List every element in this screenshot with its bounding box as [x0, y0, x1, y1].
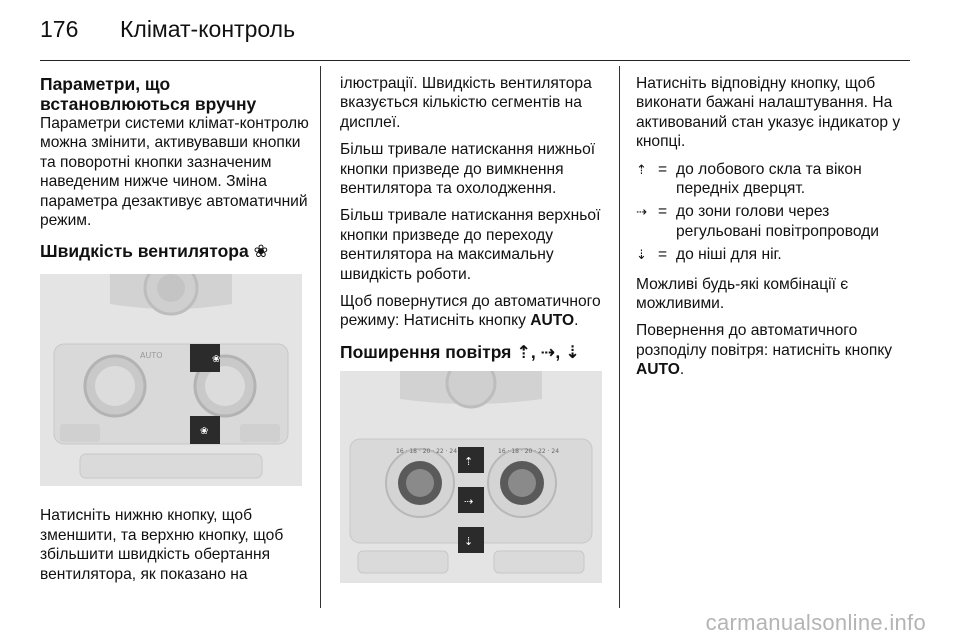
- distribution-controls-illustration: [340, 371, 602, 583]
- long-press-lower-paragraph: Більш тривале натискання нижньої кнопки призведе до вимкнення вентилятора та охолодження.: [340, 141, 596, 198]
- return-auto-paragraph: [340, 292, 610, 331]
- airflow-feet-icon: ⇣: [565, 341, 580, 362]
- air-distribution-heading-text: Поширення повітря: [340, 341, 512, 362]
- fig1-auto-label: AUTO: [140, 351, 163, 361]
- airflow-head-icon: ⇢: [540, 341, 556, 362]
- fan-speed-heading-text: Швидкість вентилятора: [40, 241, 249, 262]
- legend-text-head: до зони голови через регульовані повітропроводи: [676, 203, 879, 240]
- svg-text:⇡: ⇡: [464, 454, 474, 468]
- page-number: 176: [40, 16, 79, 42]
- combinations-paragraph: Можливі будь-які комбінації є можливими.: [636, 275, 849, 313]
- fan-indicator-paragraph: ілюстрації. Швидкість вентилятора вказується кількістю сегментів на дисплеї.: [340, 75, 592, 131]
- legend-row-head: [636, 202, 906, 241]
- figure-fan-controls: [40, 274, 302, 486]
- return-auto-distribution-paragraph: [636, 321, 906, 379]
- svg-text:⇣: ⇣: [464, 534, 474, 548]
- legend-equals: =: [658, 160, 668, 178]
- figure-distribution-controls: [340, 371, 602, 583]
- column-divider-2: [619, 66, 620, 608]
- legend-text-windscreen: до лобового скла та вікон передніх дверцят.: [676, 160, 862, 198]
- legend-row-windscreen: [636, 160, 906, 199]
- auto-button-label: AUTO: [636, 361, 680, 379]
- return-auto-distribution-text: Повернення до автоматичного розподілу повітря: натисніть кнопку: [636, 322, 893, 359]
- fan-controls-illustration: [40, 274, 302, 486]
- return-auto-distribution-period: .: [679, 361, 685, 379]
- svg-text:⇢: ⇢: [464, 494, 474, 508]
- page-header: [40, 16, 920, 46]
- svg-text:❀: ❀: [200, 426, 209, 438]
- fan-speed-heading: [40, 240, 310, 262]
- legend-text-feet: до ніші для ніг.: [676, 246, 782, 264]
- svg-text:❀: ❀: [212, 354, 221, 366]
- return-auto-text: Щоб повернутися до автоматичного режиму: Натисніть кнопку: [340, 293, 601, 330]
- left-column: [40, 74, 310, 592]
- fig2-dial-right-scale: 16 · 18 · 20 · 22 · 24: [498, 447, 560, 455]
- airflow-head-icon: ⇢: [636, 204, 647, 220]
- air-distribution-heading: Поширення повітря ⇡, ⇢, ⇣: [340, 341, 580, 362]
- right-column: [636, 74, 906, 388]
- header-rule: [40, 60, 910, 61]
- return-auto-period: .: [574, 312, 579, 330]
- select-button-paragraph: Натисніть відповідну кнопку, щоб виконати бажані налаштування. На активований стан указує індикатор у кнопці.: [636, 75, 901, 151]
- legend-equals: =: [658, 203, 668, 221]
- intro-paragraph: Параметри системи клімат-контролю можна змінити, активувавши кнопки та поворотні кнопки зазначеним наведеним нижче чином. Зміна параметра дезактивує автоматичний режим.: [40, 115, 309, 230]
- fan-icon: ❀: [253, 241, 269, 262]
- airflow-up-icon: ⇡: [636, 161, 647, 177]
- watermark: carmanualsonline.info: [705, 610, 926, 635]
- middle-column: [340, 74, 610, 583]
- long-press-upper-paragraph: Більш тривале натискання верхньої кнопки призведе до переходу вентилятора на максимальну швидкість роботи.: [340, 207, 601, 283]
- legend-equals: =: [658, 246, 668, 264]
- auto-button-label: AUTO: [530, 312, 575, 330]
- airflow-legend: [636, 160, 906, 265]
- legend-row-feet: [636, 245, 906, 264]
- airflow-feet-icon: ⇣: [636, 247, 647, 263]
- fan-instruction-paragraph: Натисніть нижню кнопку, щоб зменшити, та верхню кнопку, щоб збільшити швидкість обертання вентилятора, як показано на: [40, 507, 284, 583]
- column-divider-1: [320, 66, 321, 608]
- airflow-up-icon: ⇡: [516, 341, 531, 362]
- chapter-title: Клімат-контроль: [120, 16, 296, 42]
- section-heading-manual: Параметри, що встановлюються вручну: [40, 74, 257, 114]
- fig2-dial-left-scale: 16 · 18 · 20 · 22 · 24: [396, 447, 458, 455]
